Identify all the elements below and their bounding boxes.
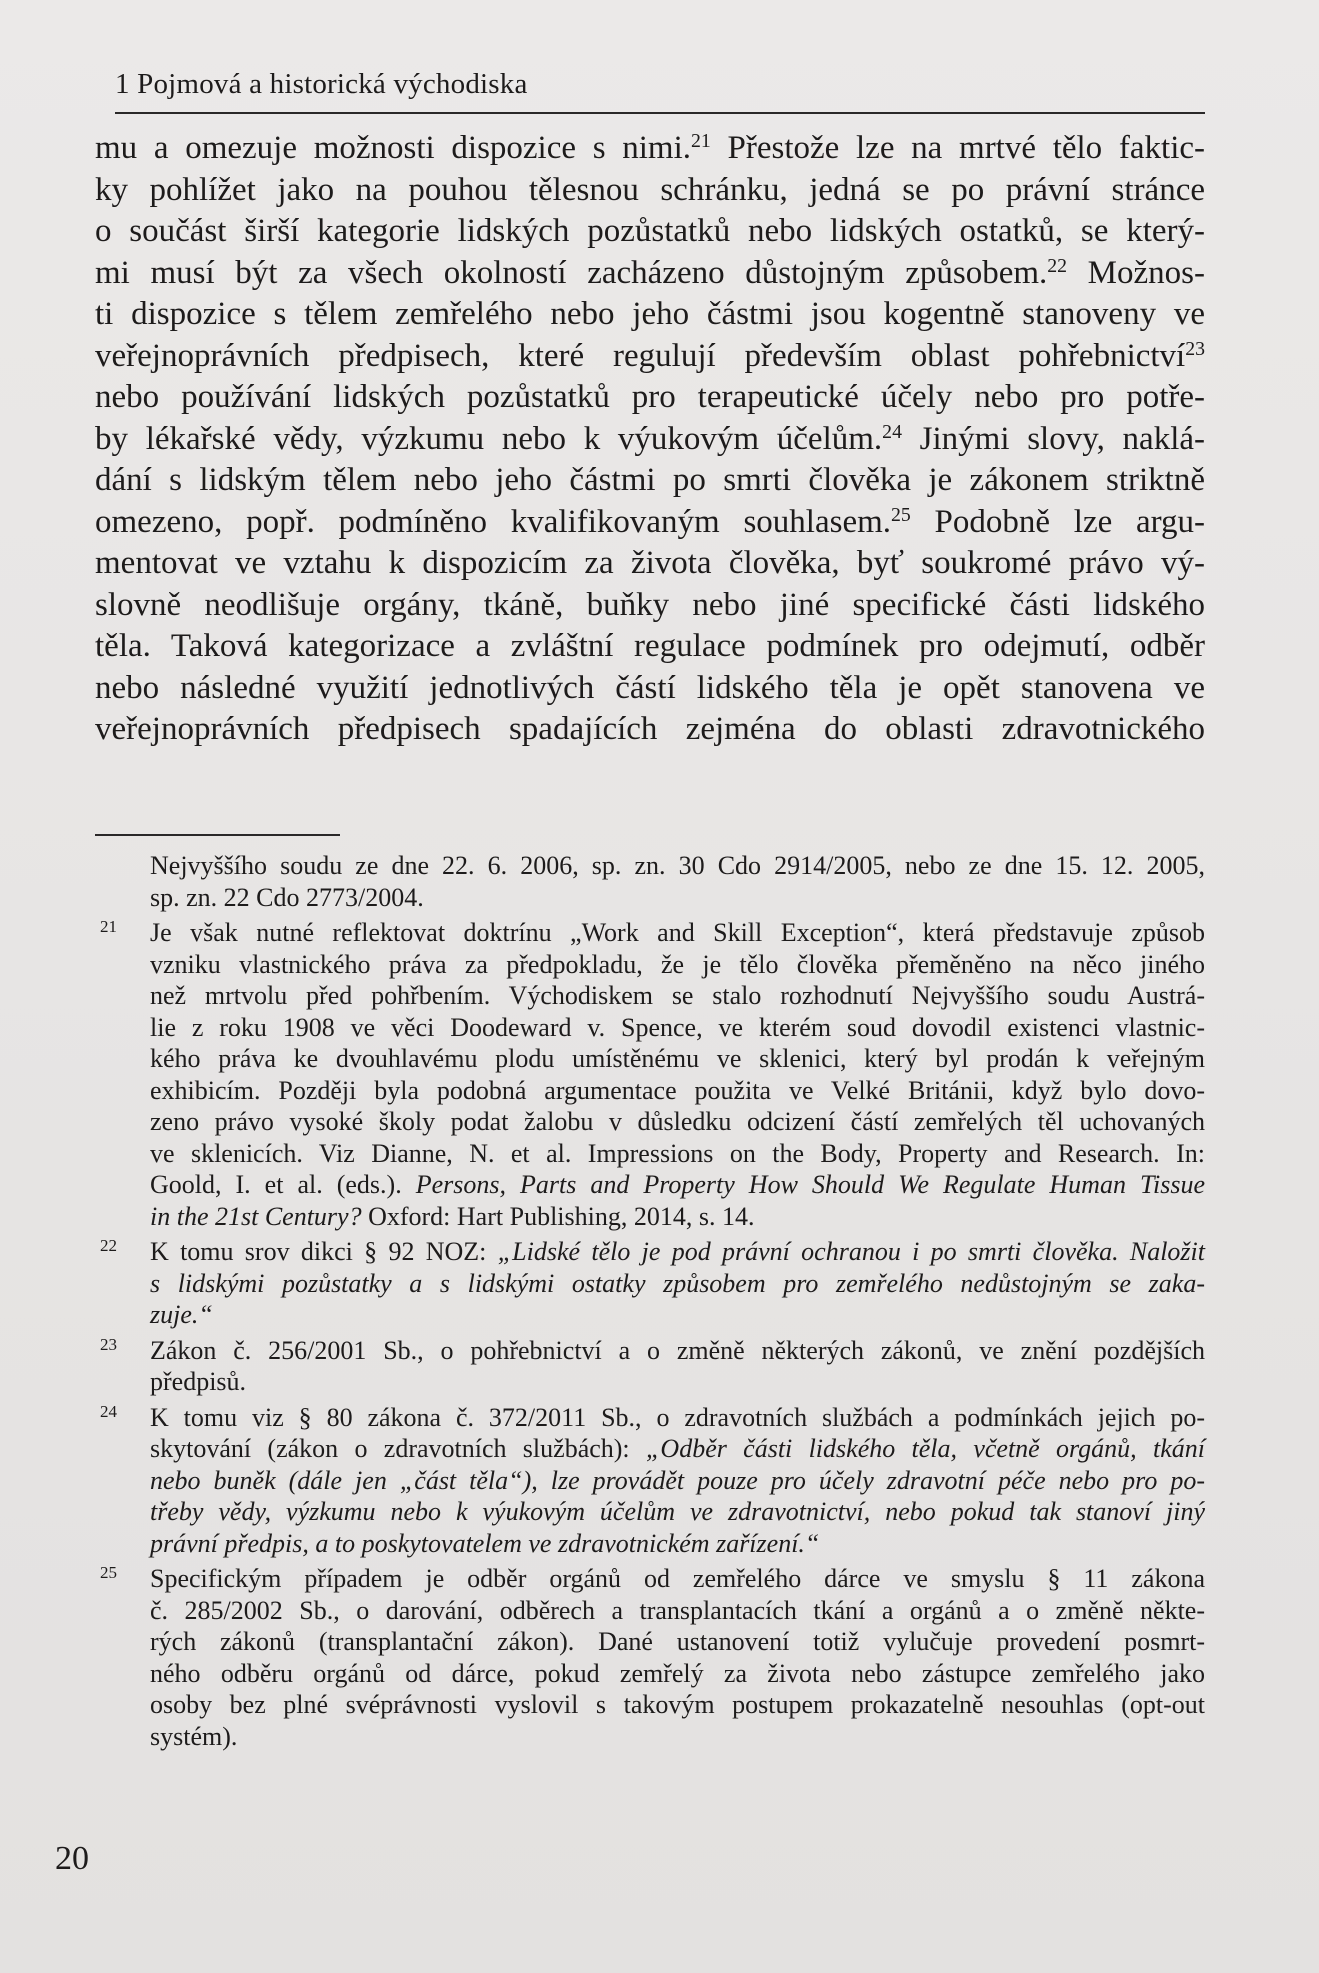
footnote-line: vzniku vlastnického práva za předpokladu, že je tělo člověka přeměněno na něco jiného <box>150 949 1205 979</box>
body-line: veřejnoprávních předpisech spadajících zejména do oblasti zdravotnického <box>95 711 1205 747</box>
footnote-line: kého práva ke dvouhlavému plodu umístěnému ve sklenici, který byl prodán k veřejným <box>150 1044 1205 1073</box>
body-text: Jinými slovy, naklá- <box>901 420 1205 457</box>
footnote-line: Specifickým případem je odběr orgánů od zemřelého dárce ve smyslu § 11 zákona <box>150 1564 1205 1593</box>
footnote-italic-title: Persons, Parts and Property How Should We Regulate Human Tissue <box>415 1170 1205 1199</box>
footnote-number: 23 <box>100 1334 117 1354</box>
footnote-line: systém). <box>150 1721 238 1751</box>
body-line: slovně neodlišuje orgány, tkáně, buňky nebo jiné specifické části lidského <box>95 586 1205 623</box>
footnote-quote: „Lidské tělo je pod právní ochranou i po smrti člověka. Naložit <box>497 1237 1205 1266</box>
body-line: o součást širší kategorie lidských pozůstatků nebo lidských ostatků, se který- <box>95 213 1205 249</box>
footnote-line <box>150 1169 1205 1201</box>
body-line <box>95 128 1205 170</box>
footnote-line: Nejvyššího soudu ze dne 22. 6. 2006, sp. zn. 30 Cdo 2914/2005, nebo ze dne 15. 12. 2005, <box>150 851 1205 880</box>
footnote-ref-22: 22 <box>1047 254 1068 277</box>
footnote-line: ného odběru orgánů od dárce, pokud zemřelý za života nebo zástupce zemřelého jako <box>150 1658 1205 1688</box>
footnote-quote: třeby vědy, výzkumu nebo k výukovým účelům ve zdravotnictví, nebo pokud tak stanoví jiný <box>150 1497 1205 1526</box>
body-text: mi musí být za všech okolností zacházeno důstojným způsobem. <box>95 254 1048 291</box>
footnote-23 <box>95 1335 1205 1398</box>
footnote-line <box>150 1201 1205 1233</box>
footnote-ref-23: 23 <box>1185 337 1205 360</box>
footnote-quote: nebo buněk (dále jen „část těla“), lze provádět pouze pro účely zdravotní péče nebo pro po- <box>150 1465 1205 1495</box>
footnote-quote: právní předpis, a to poskytovatelem ve zdravotnickém zařízení.“ <box>150 1528 820 1558</box>
footnotes <box>95 850 1205 1756</box>
footnote-21 <box>95 917 1205 1232</box>
footnote-ref-21: 21 <box>691 130 711 153</box>
body-text: omezeno, popř. podmíněno kvalifikovaným souhlasem. <box>95 503 892 540</box>
footnote-22 <box>95 1236 1205 1331</box>
footnote-line: lie z roku 1908 ve věci Doodeward v. Spence, ve kterém soud dovodil existenci vlastnic- <box>150 1012 1205 1042</box>
body-text: Přestože lze na mrtvé tělo faktic- <box>710 130 1205 166</box>
footnote-rule <box>95 834 340 836</box>
footnote-text: Goold, I. et al. (eds.). <box>150 1170 416 1199</box>
footnote-line: než mrtvolu před pohřbením. Východiskem se stalo rozhodnutí Nejvyššího soudu Austrá- <box>150 981 1205 1010</box>
page-number: 20 <box>55 1840 89 1877</box>
body-text: Možnos- <box>1067 254 1205 291</box>
footnote-24 <box>95 1402 1205 1560</box>
footnote-number: 21 <box>100 917 117 936</box>
footnote-text: skytování (zákon o zdravotních službách): <box>150 1434 646 1463</box>
header-rule <box>115 112 1205 114</box>
body-line <box>95 336 1205 378</box>
body-line: mentovat ve vztahu k dispozicím za života člověka, byť soukromé právo vý- <box>95 545 1205 581</box>
footnote-line: Je však nutné reflektovat doktrínu „Work and Skill Exception“, která představuje způsob <box>150 918 1205 947</box>
footnote-italic-title: in the 21st Century? <box>150 1201 362 1231</box>
body-line <box>95 419 1205 461</box>
footnote-line: K tomu viz § 80 zákona č. 372/2011 Sb., o zdravotních službách a podmínkách jejich po- <box>150 1402 1205 1432</box>
footnote-line <box>150 1236 1205 1268</box>
footnote-text: Oxford: Hart Publishing, 2014, s. 14. <box>361 1201 755 1231</box>
footnote-line: rých zákonů (transplantační zákon). Dané ustanovení totiž vylučuje provedení posmrt- <box>150 1627 1205 1656</box>
body-text: mu a omezuje možnosti dispozice s nimi. <box>95 130 692 166</box>
footnote-continuation <box>95 850 1205 913</box>
body-line: ti dispozice s tělem zemřelého nebo jeho částmi jsou kogentně stanoveny ve <box>95 296 1205 332</box>
body-text: veřejnoprávních předpisech, které regulují především oblast pohřebnictví <box>95 337 1186 374</box>
footnote-line: Zákon č. 256/2001 Sb., o pohřebnictví a o změně některých zákonů, ve znění pozdějších <box>150 1335 1205 1365</box>
body-line: dání s lidským tělem nebo jeho částmi po smrti člověka je zákonem striktně <box>95 462 1205 498</box>
footnote-quote: s lidskými pozůstatky a s lidskými ostatky způsobem pro zemřelého nedůstojným se zaka- <box>150 1268 1205 1298</box>
body-line: těla. Taková kategorizace a zvláštní regulace podmínek pro odejmutí, odběr <box>95 628 1205 664</box>
body-line <box>95 502 1205 544</box>
body-line: ky pohlížet jako na pouhou tělesnou schránku, jedná se po právní stránce <box>95 171 1205 208</box>
footnote-line: č. 285/2002 Sb., o darování, odběrech a transplantacích tkání a orgánů a o změně někte- <box>150 1595 1205 1625</box>
footnote-line: zeno právo vysoké školy podat žalobu v důsledku odcizení částí zemřelých těl uchovaných <box>150 1107 1205 1136</box>
body-text: Podobně lze argu- <box>910 503 1205 540</box>
body-line: nebo následné využití jednotlivých částí lidského těla je opět stanovena ve <box>95 669 1205 706</box>
footnote-25 <box>95 1563 1205 1752</box>
footnote-ref-25: 25 <box>891 503 911 526</box>
footnote-line <box>150 1433 1205 1465</box>
footnote-ref-24: 24 <box>882 420 902 443</box>
footnote-line: exhibicím. Později byla podobná argumentace použita ve Velké Británii, když bylo dovo- <box>150 1075 1205 1105</box>
footnote-line: předpisů. <box>150 1367 247 1396</box>
body-line: nebo používání lidských pozůstatků pro terapeutické účely nebo pro potře- <box>95 379 1205 415</box>
running-head: 1 Pojmová a historická východiska <box>115 68 528 100</box>
footnote-quote: „Odběr části lidského těla, včetně orgánů, tkání <box>645 1434 1205 1463</box>
footnote-text: K tomu srov dikci § 92 NOZ: <box>150 1237 498 1266</box>
body-text: by lékařské vědy, výzkumu nebo k výukovým účelům. <box>95 420 883 457</box>
body-line <box>95 253 1205 295</box>
footnote-line: sp. zn. 22 Cdo 2773/2004. <box>150 882 424 912</box>
main-paragraph <box>95 128 1205 751</box>
footnote-line: ve sklenicích. Viz Dianne, N. et al. Impressions on the Body, Property and Research. In: <box>150 1138 1205 1168</box>
footnote-number: 25 <box>100 1563 117 1582</box>
footnote-quote: zuje.“ <box>150 1300 213 1329</box>
footnote-number: 24 <box>100 1401 117 1421</box>
footnote-number: 22 <box>100 1236 117 1255</box>
footnote-line: osoby bez plné svéprávnosti vyslovil s takovým postupem prokazatelně nesouhlas (opt-out <box>150 1690 1205 1719</box>
